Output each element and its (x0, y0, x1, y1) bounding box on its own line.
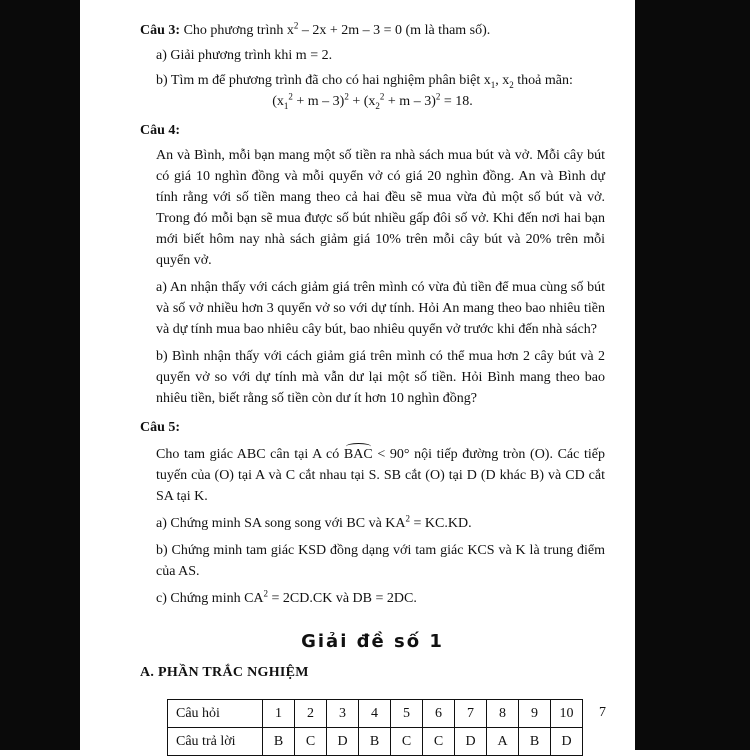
answer-table (167, 699, 583, 756)
q4-intro: An và Bình, mỗi bạn mang một số tiền ra nhà sách mua bút và vở. Mỗi cây bút có giá 10 nghìn đồng và mỗi quyển vở có giá 20 nghìn đồng. An và Bình dự tính rằng với số tiền mang theo cả hai đều sẽ mua vừa đủ một số bút và vở. Trong đó mỗi bạn sẽ mua được số bút nhiều gấp đôi số vở. Khi đến nơi hai bạn mới biết hôm nay nhà sách giảm giá 10% trên mỗi cây bút và 20% trên mỗi quyển vở. (156, 148, 605, 268)
q4-part-b: b) Bình nhận thấy với cách giảm giá trên mình có thể mua hơn 2 cây bút và 2 quyển vở so với dự tính mà vẫn dư lại một số tiền. Hỏi Bình mang theo bao nhiêu tiền, biết rằng số tiền còn dư ít hơn 10 nghìn đồng? (156, 349, 605, 406)
table-cell: 4 (359, 700, 391, 728)
q5-part-a: a) Chứng minh SA song song với BC và $KA^2 = KC.KD$. (156, 513, 472, 531)
table-cell: C (423, 728, 455, 756)
q4-part-a: a) An nhận thấy với cách giảm giá trên mình có vừa đủ tiền để mua cùng số bút và số vở nhiều hơn 3 quyển vở so với dự tính. Hỏi An mang theo bao nhiêu tiền và dự tính mua bao nhiêu cây bút, bao nhiêu quyển vở trước khi đến nhà sách? (156, 280, 605, 337)
q5-intro: Cho tam giác ABC cân tại A có BAC < 90° nội tiếp đường tròn (O). Các tiếp tuyến của (O) tại A và C cắt nhau tại S. SB cắt (O) tại D (D khác B) và CD cắt SA tại K. (140, 444, 605, 507)
table-cell: 8 (487, 700, 519, 728)
q3-stem: Câu 3: Cho phương trình $x^2 - 2x + 2m - 3 = 0$ (m là tham số). (140, 20, 491, 38)
left-dark-border (0, 0, 80, 750)
table-cell: A (487, 728, 519, 756)
table-cell: C (391, 728, 423, 756)
solution-title: Giải đề số 1 (301, 631, 444, 652)
table-cell: B (359, 728, 391, 756)
table-header-questions: Câu hỏi (168, 700, 263, 728)
right-dark-border (635, 0, 750, 750)
table-header-answers: Câu trả lời (168, 728, 263, 756)
table-cell: 2 (295, 700, 327, 728)
q3-equation: $(x_1^2 + m - 3)^2 + (x_2^2 + m - 3)^2 = 18$. (272, 91, 473, 111)
page-content (140, 20, 605, 756)
table-cell: D (551, 728, 583, 756)
q3-label: Câu 3: (140, 23, 181, 38)
q5-part-c: c) Chứng minh $CA^2 = 2CD.CK$ và DB = 2DC. (156, 588, 417, 606)
table-cell: 1 (263, 700, 295, 728)
q5-label: Câu 5: (140, 420, 181, 435)
q3-part-a: a) Giải phương trình khi m = 2. (156, 48, 333, 63)
table-cell: B (263, 728, 295, 756)
table-cell: 6 (423, 700, 455, 728)
q3-part-b: b) Tìm m để phương trình đã cho có hai nghiệm phân biệt $x_1$, $x_2$ thoả mãn: (156, 73, 573, 90)
table-cell: 3 (327, 700, 359, 728)
table-row-questions (168, 700, 583, 728)
table-cell: C (295, 728, 327, 756)
q4-label: Câu 4: (140, 123, 181, 138)
table-row-answers (168, 728, 583, 756)
table-cell: 9 (519, 700, 551, 728)
table-cell: B (519, 728, 551, 756)
table-cell: 5 (391, 700, 423, 728)
table-cell: 10 (551, 700, 583, 728)
section-a-heading: A. PHẦN TRẮC NGHIỆM (140, 665, 309, 680)
q5-part-b: b) Chứng minh tam giác KSD đồng dạng với tam giác KCS và K là trung điểm của AS. (156, 543, 605, 579)
table-cell: D (455, 728, 487, 756)
angle-bac: BAC (344, 444, 373, 465)
document-page (80, 0, 635, 750)
page-number: 7 (599, 705, 606, 720)
table-cell: 7 (455, 700, 487, 728)
table-cell: D (327, 728, 359, 756)
